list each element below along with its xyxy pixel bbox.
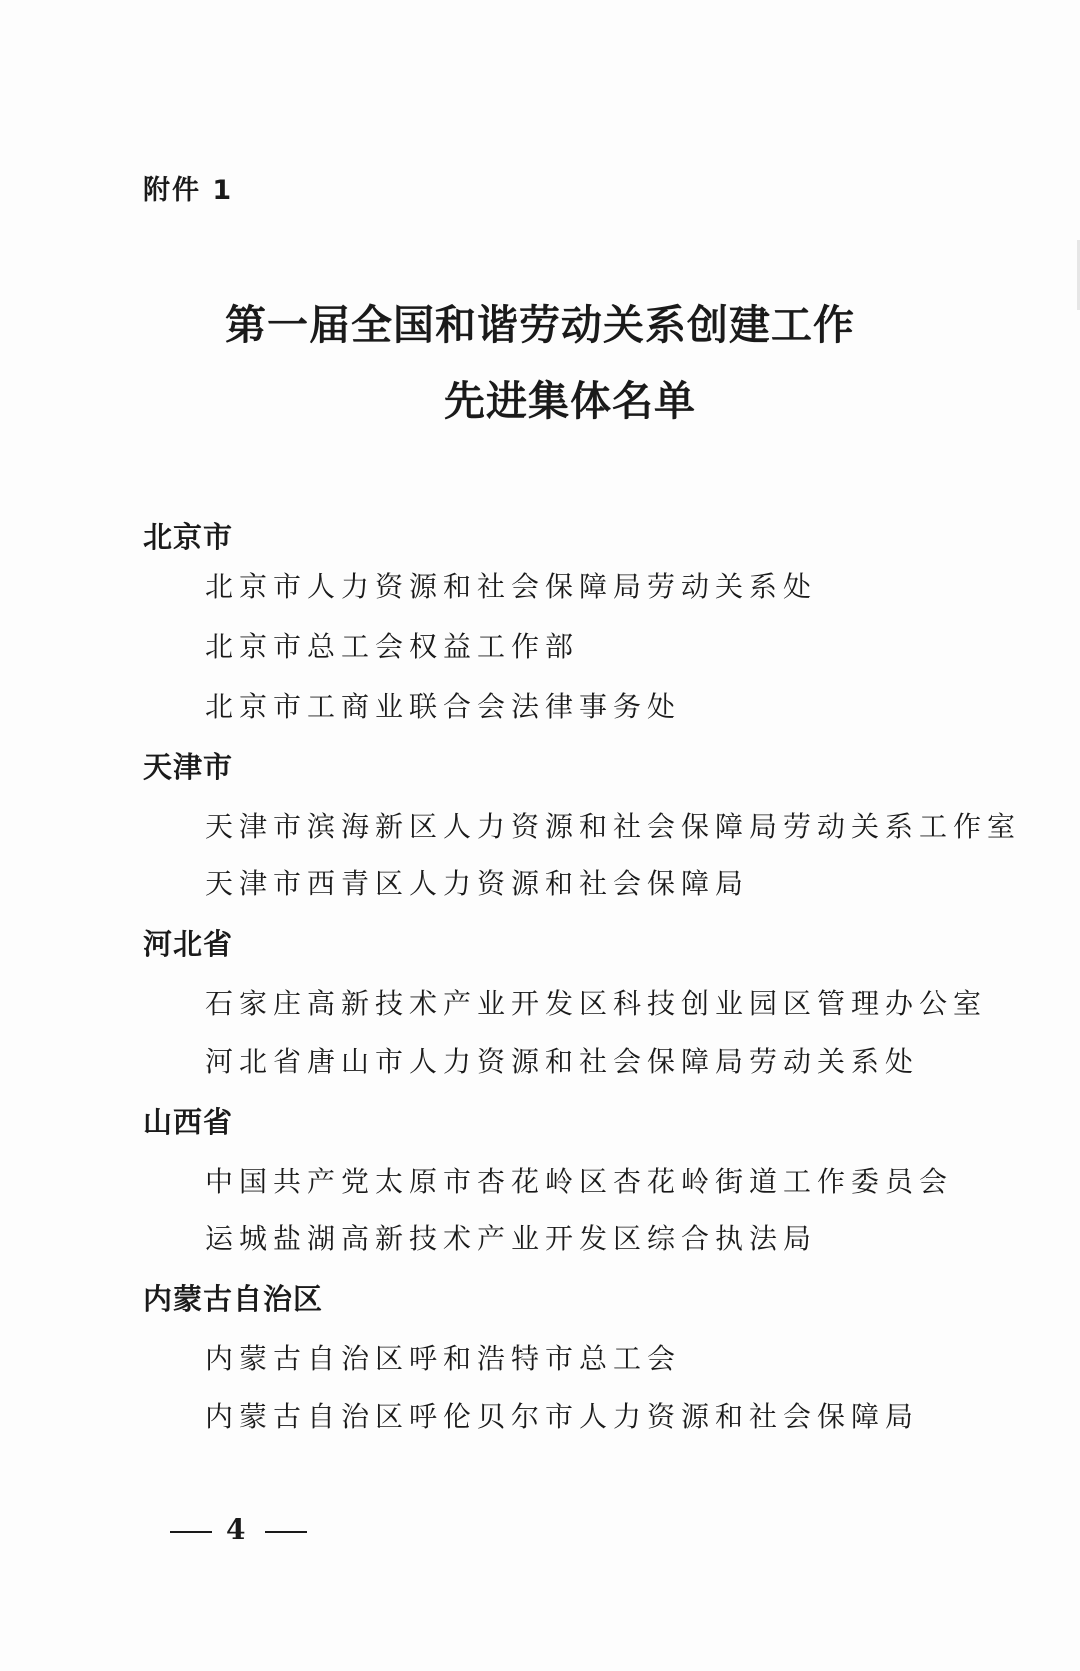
list-item: 中国共产党太原市杏花岭区杏花岭街道工作委员会	[205, 1165, 954, 1198]
list-item: 北京市总工会权益工作部	[205, 630, 580, 663]
list-item: 天津市西青区人力资源和社会保障局	[205, 867, 750, 900]
list-item: 北京市人力资源和社会保障局劳动关系处	[205, 570, 818, 603]
list-item: 河北省唐山市人力资源和社会保障局劳动关系处	[205, 1045, 920, 1078]
page-number: 4	[226, 1513, 252, 1546]
region-heading-tianjin: 天津市	[143, 750, 234, 784]
region-heading-inner-mongolia: 内蒙古自治区	[143, 1282, 324, 1316]
page-number-footer	[170, 1513, 307, 1546]
list-item: 内蒙古自治区呼伦贝尔市人力资源和社会保障局	[205, 1400, 920, 1433]
list-item: 内蒙古自治区呼和浩特市总工会	[205, 1342, 682, 1375]
region-heading-shanxi: 山西省	[143, 1105, 234, 1139]
list-item: 天津市滨海新区人力资源和社会保障局劳动关系工作室	[205, 810, 1022, 843]
title-line-1: 第一届全国和谐劳动关系创建工作	[225, 301, 855, 349]
title-line-2: 先进集体名单	[444, 377, 696, 425]
attachment-label: 附件 1	[143, 175, 234, 206]
list-item: 北京市工商业联合会法律事务处	[205, 690, 682, 723]
list-item: 石家庄高新技术产业开发区科技创业园区管理办公室	[205, 987, 988, 1020]
dash-left	[170, 1531, 212, 1533]
list-item: 运城盐湖高新技术产业开发区综合执法局	[205, 1222, 818, 1255]
dash-right	[265, 1531, 307, 1533]
region-heading-beijing: 北京市	[143, 520, 234, 554]
region-heading-hebei: 河北省	[143, 927, 234, 961]
